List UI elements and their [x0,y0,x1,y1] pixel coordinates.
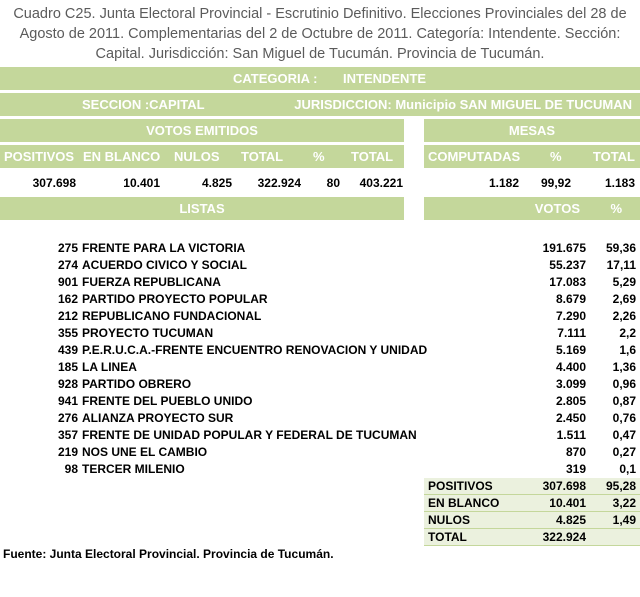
col-mesas-pct: % [550,149,562,164]
summary-label: POSITIVOS [428,479,493,493]
table-row [0,308,640,325]
lista-number: 928 [57,377,78,391]
lista-votos: 2.805 [555,394,586,408]
positivos-value: 307.698 [32,176,76,190]
summary-pct: 3,22 [612,496,636,510]
lista-name: FRENTE DEL PUEBLO UNIDO [82,394,253,408]
summary-row [424,529,640,546]
source-note: Fuente: Junta Electoral Provincial. Provincia de Tucumán. [3,547,334,561]
categoria-label: CATEGORIA : [233,71,318,86]
lista-pct: 0,47 [612,428,636,442]
seccion-label: SECCION :CAPITAL [82,97,205,112]
listas-header: LISTAS [0,197,404,220]
lista-number: 212 [57,309,78,323]
lista-pct: 0,87 [612,394,636,408]
lista-number: 98 [64,462,78,476]
table-row [0,444,640,461]
summary-votos: 10.401 [549,496,586,510]
lista-number: 219 [57,445,78,459]
col-nulos: NULOS [174,149,220,164]
votos-columns-header [0,145,404,168]
table-row [0,376,640,393]
lista-pct: 2,26 [612,309,636,323]
mesas-pct-value: 99,92 [540,176,571,190]
lista-name: FRENTE PARA LA VICTORIA [82,241,246,255]
jurisdiccion-label: JURISDICCION: Municipio SAN MIGUEL DE TUCUMAN [294,97,632,112]
lista-pct: 0,96 [612,377,636,391]
lista-votos: 319 [565,462,586,476]
lista-pct: 1,36 [612,360,636,374]
lista-name: PROYECTO TUCUMAN [82,326,214,340]
summary-label: TOTAL [428,530,467,544]
lista-votos: 1.511 [556,428,586,442]
table-row [0,325,640,342]
lista-pct: 0,27 [612,445,636,459]
caption-line: Cuadro C25. Junta Electoral Provincial - Escrutinio Definitivo. Elecciones Provinciales del 28 de [13,6,627,22]
lista-name: ALIANZA PROYECTO SUR [82,411,234,425]
mesas-total-value: 1.183 [604,176,635,190]
lista-number: 439 [57,343,78,357]
summary-row [424,478,640,495]
table-row [0,359,640,376]
lista-pct: 0,1 [619,462,636,476]
lista-name: REPUBLICANO FUNDACIONAL [82,309,262,323]
summary-pct: 95,28 [605,479,636,493]
mesas-header: MESAS [424,119,640,142]
lista-votos: 7.111 [557,326,586,340]
lista-pct: 59,36 [605,241,636,255]
lista-pct: 17,11 [606,258,636,272]
table-row [0,342,640,359]
lista-votos: 2.450 [555,411,586,425]
lista-votos: 8.679 [555,292,586,306]
pct-value: 80 [326,176,340,190]
lista-votos: 5.169 [555,343,586,357]
lista-name: FUERZA REPUBLICANA [82,275,221,289]
pct-col-header: % [610,201,622,216]
caption-line: Capital. Jurisdicción: San Miguel de Tucumán. Provincia de Tucumán. [95,46,545,62]
lista-name: FRENTE DE UNIDAD POPULAR Y FEDERAL DE TUCUMAN [82,428,417,442]
lista-number: 901 [57,275,78,289]
lista-pct: 2,2 [619,326,636,340]
summary-row [424,512,640,529]
en-blanco-value: 10.401 [123,176,160,190]
categoria-value: INTENDENTE [343,71,427,86]
lista-name: ACUERDO CIVICO Y SOCIAL [82,258,247,272]
lista-votos: 7.290 [555,309,586,323]
seccion-bar [0,93,640,116]
col-mesas-total: TOTAL [592,149,635,164]
votos-emitidos-header: VOTOS EMITIDOS [0,119,404,142]
lista-pct: 2,69 [612,292,636,306]
summary-votos: 307.698 [542,479,586,493]
caption-line: Agosto de 2011. Complementarias del 2 de Octubre de 2011. Categoría: Intendente. Sección: [19,26,621,42]
col-positivos: POSITIVOS [4,149,75,164]
table-row [0,291,640,308]
table-row [0,410,640,427]
summary-label: NULOS [428,513,470,527]
lista-votos: 870 [565,445,586,459]
summary-votos: 4.825 [555,513,586,527]
lista-votos: 55.237 [549,258,586,272]
table-row [0,393,640,410]
lista-pct: 5,29 [612,275,636,289]
lista-number: 355 [57,326,78,340]
table-caption [0,4,640,64]
lista-votos: 191.675 [542,241,586,255]
lista-name: PARTIDO PROYECTO POPULAR [82,292,268,306]
computadas-value: 1.182 [488,176,519,190]
summary-votos: 322.924 [542,530,586,544]
lista-number: 276 [57,411,78,425]
listas-votos-header [424,197,640,220]
total-inscriptos-value: 403.221 [359,176,403,190]
col-en-blanco: EN BLANCO [83,149,161,164]
lista-number: 941 [57,394,78,408]
nulos-value: 4.825 [201,176,232,190]
mesas-columns-header [424,145,640,168]
categoria-bar [0,67,640,90]
lista-name: TERCER MILENIO [82,462,185,476]
lista-name: NOS UNE EL CAMBIO [82,445,208,459]
lista-number: 274 [57,258,78,272]
lista-name: LA LINEA [82,360,137,374]
summary-row [424,495,640,512]
lista-votos: 17.083 [549,275,586,289]
col-pct: % [313,149,325,164]
table-row [0,274,640,291]
col-total: TOTAL [241,149,284,164]
table-row [0,257,640,274]
col-total-inscriptos: TOTAL [351,149,394,164]
lista-pct: 0,76 [612,411,636,425]
lista-votos: 3.099 [555,377,586,391]
votos-col-header: VOTOS [534,201,580,216]
lista-number: 162 [57,292,78,306]
table-row [0,427,640,444]
summary-label: EN BLANCO [428,496,500,510]
summary-pct: 1,49 [612,513,636,527]
total-value: 322.924 [257,176,301,190]
lista-name: P.E.R.U.C.A.-FRENTE ENCUENTRO RENOVACION Y UNIDAD [82,343,428,357]
table-row [0,240,640,257]
lista-number: 185 [57,360,78,374]
lista-votos: 4.400 [555,360,586,374]
lista-pct: 1,6 [619,343,636,357]
table-row [0,461,640,478]
lista-name: PARTIDO OBRERO [82,377,192,391]
col-computadas: COMPUTADAS [428,149,521,164]
lista-number: 275 [57,241,78,255]
lista-number: 357 [57,428,78,442]
